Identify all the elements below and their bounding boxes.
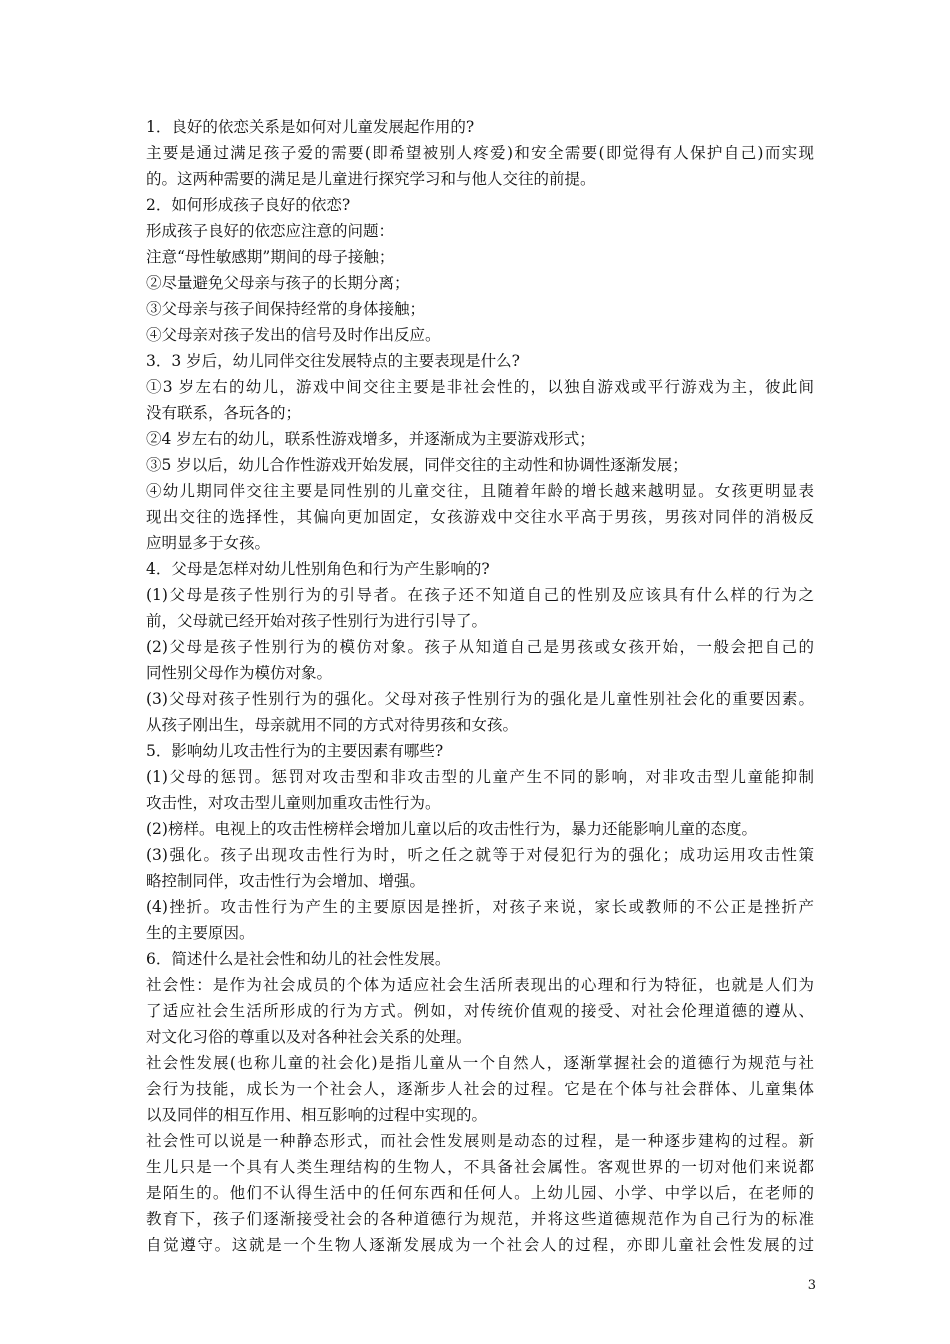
list-item: ④父母亲对孩子发出的信号及时作出反应。 — [146, 326, 441, 344]
list-item: (2)父母是孩子性别行为的模仿对象。孩子从知道自己是男孩或女孩开始，一般会把自己的 — [146, 638, 814, 656]
answer-line: 没有联系，各玩各的； — [146, 404, 302, 422]
answer-line: 自觉遵守。这就是一个生物人逐渐发展成为一个社会人的过程，亦即儿童社会性发展的过 — [146, 1236, 814, 1254]
list-item: ①3 岁左右的幼儿，游戏中间交往主要是非社会性的，以独自游戏或平行游戏为主，彼此间 — [146, 378, 814, 396]
answer-line: 略控制同伴，攻击性行为会增加、增强。 — [146, 872, 426, 890]
question-heading: 4．父母是怎样对幼儿性别角色和行为产生影响的? — [146, 560, 490, 578]
answer-line: 生儿只是一个具有人类生理结构的生物人，不具备社会属性。客观世界的一切对他们来说都 — [146, 1158, 814, 1176]
list-item: (1)父母是孩子性别行为的引导者。在孩子还不知道自己的性别及应该具有什么样的行为之 — [146, 586, 814, 604]
question-heading: 2．如何形成孩子良好的依恋? — [146, 196, 351, 214]
answer-line: 生的主要原因。 — [146, 924, 255, 942]
answer-line: 社会性可以说是一种静态形式，而社会性发展则是动态的过程，是一种逐步建构的过程。新 — [146, 1132, 814, 1150]
answer-line: 从孩子刚出生，母亲就用不同的方式对待男孩和女孩。 — [146, 716, 519, 734]
answer-line: 是陌生的。他们不认得生活中的任何东西和任何人。上幼儿园、小学、中学以后，在老师的 — [146, 1184, 814, 1202]
answer-line: 主要是通过满足孩子爱的需要(即希望被别人疼爱)和安全需要(即觉得有人保护自己)而实现 — [146, 144, 814, 162]
answer-line: 前，父母就已经开始对孩子性别行为进行引导了。 — [146, 612, 488, 630]
list-item: ②4 岁左右的幼儿，联系性游戏增多，并逐渐成为主要游戏形式； — [146, 430, 595, 448]
answer-line: 对文化习俗的尊重以及对各种社会关系的处理。 — [146, 1028, 472, 1046]
answer-line: 的。这两种需要的满足是儿童进行探究学习和与他人交往的前提。 — [146, 170, 596, 188]
list-item: (3)父母对孩子性别行为的强化。父母对孩子性别行为的强化是儿童性别社会化的重要因素。 — [146, 690, 814, 708]
answer-line: 了适应社会生活所形成的行为方式。例如，对传统价值观的接受、对社会伦理道德的遵从、 — [146, 1002, 814, 1020]
answer-line: 形成孩子良好的依恋应注意的问题： — [146, 222, 395, 240]
question-heading: 3．3 岁后，幼儿同伴交往发展特点的主要表现是什么? — [146, 352, 520, 370]
answer-line: 社会性：是作为社会成员的个体为适应社会生活所表现出的心理和行为特征，也就是人们为 — [146, 976, 814, 994]
list-item: (3)强化。孩子出现攻击性行为时，听之任之就等于对侵犯行为的强化；成功运用攻击性策 — [146, 846, 814, 864]
answer-line: 会行为技能，成长为一个社会人，逐渐步人社会的过程。它是在个体与社会群体、儿童集体 — [146, 1080, 814, 1098]
answer-line: 同性别父母作为模仿对象。 — [146, 664, 333, 682]
answer-line: 应明显多于女孩。 — [146, 534, 271, 552]
question-heading: 5．影响幼儿攻击性行为的主要因素有哪些? — [146, 742, 444, 760]
answer-line: 以及同伴的相互作用、相互影响的过程中实现的。 — [146, 1106, 488, 1124]
body-text — [146, 114, 814, 1258]
page-number: 3 — [807, 1278, 816, 1293]
list-item: ③父母亲与孩子间保持经常的身体接触； — [146, 300, 426, 318]
list-item: ④幼儿期同伴交往主要是同性别的儿童交往，且随着年龄的增长越来越明显。女孩更明显表 — [146, 482, 814, 500]
answer-line: 社会性发展(也称儿童的社会化)是指儿童从一个自然人，逐渐掌握社会的道德行为规范与社 — [146, 1054, 814, 1072]
answer-line: 攻击性，对攻击型儿童则加重攻击性行为。 — [146, 794, 441, 812]
list-item: (1)父母的惩罚。惩罚对攻击型和非攻击型的儿童产生不同的影响，对非攻击型儿童能抑制 — [146, 768, 814, 786]
answer-line: 教育下，孩子们逐渐接受社会的各种道德行为规范，并将这些道德规范作为自己行为的标准 — [146, 1210, 814, 1228]
question-heading: 6．简述什么是社会性和幼儿的社会性发展。 — [146, 950, 451, 968]
list-item: 注意“母性敏感期”期间的母子接触； — [146, 248, 395, 266]
question-heading: 1．良好的依恋关系是如何对儿童发展起作用的? — [146, 118, 475, 136]
list-item: ③5 岁以后，幼儿合作性游戏开始发展，同伴交往的主动性和协调性逐渐发展； — [146, 456, 688, 474]
answer-line: 现出交往的选择性，其偏向更加固定，女孩游戏中交往水平高于男孩，男孩对同伴的消极反 — [146, 508, 814, 526]
list-item: (2)榜样。电视上的攻击性榜样会增加儿童以后的攻击性行为，暴力还能影响儿童的态度。 — [146, 820, 757, 838]
list-item: (4)挫折。攻击性行为产生的主要原因是挫折，对孩子来说，家长或教师的不公正是挫折产 — [146, 898, 814, 916]
list-item: ②尽量避免父母亲与孩子的长期分离； — [146, 274, 410, 292]
